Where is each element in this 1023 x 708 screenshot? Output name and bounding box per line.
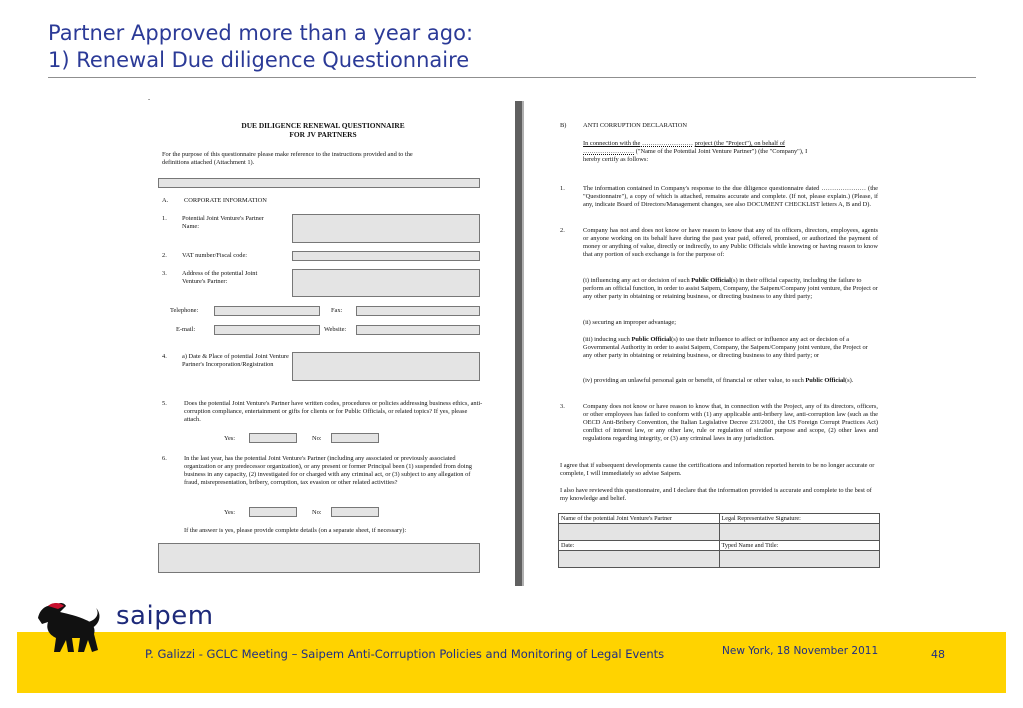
item-iv-c: (s).: [844, 377, 854, 384]
website-label: Website:: [324, 326, 347, 333]
q3-label: Address of the potential Joint Venture's Partner:: [182, 270, 258, 285]
decl-line1-c: project (the "Project"), on behalf of: [694, 140, 786, 147]
signature-table: [558, 513, 880, 568]
agree-statement: I agree that if subsequent developments cause the certifications and information reported herein to be no longer accurate or complete, I will immediately so advise Saipem.: [560, 462, 875, 477]
incorporation-field[interactable]: [292, 352, 480, 381]
p2-number: 2.: [560, 227, 565, 234]
fax-label: Fax:: [331, 307, 343, 314]
decl-line1-a: In connection with the: [583, 140, 641, 147]
q2-number: 2.: [162, 252, 167, 259]
typed-name-cell[interactable]: [719, 551, 880, 568]
decl-line2-b: ("Name of the Potential Joint Venture Partner") (the "Company"), I: [635, 148, 808, 155]
date-header: Date:: [559, 541, 720, 551]
title-rule: [48, 77, 976, 78]
page-divider: [515, 101, 522, 586]
q6-text: In the last year, has the potential Joint Venture's Partner (including any associated or previously associated organization or any predecessor organization), or any present or former Principal been (1) suspended from doing business in any capacity, (2) investigated for or charged with any criminal act, or (3) subject to any allegation of fraud, misrepresentation, bribery, corruption, tax evasion or other related activities?: [184, 455, 472, 486]
q5-yes-field[interactable]: [249, 433, 297, 443]
q5-no-field[interactable]: [331, 433, 379, 443]
title-line-2: 1) Renewal Due diligence Questionnaire: [48, 48, 470, 72]
questionnaire-page: [148, 96, 498, 580]
item-iii-c: (s) to use their influence to affect or influence any act or decision of a Governmental Authority in order to assist Saipem, Company, the Saipem/Company joint venture, the Project or any other party in obtaining or retaining business, or directing business to any third party; or: [583, 336, 868, 359]
item-iii-b: Public Official: [631, 336, 672, 343]
footer-caption: P. Galizzi - GCLC Meeting – Saipem Anti-Corruption Policies and Monitoring of Legal Events: [145, 647, 665, 661]
q6-number: 6.: [162, 455, 167, 462]
p2-item-iv: [583, 377, 878, 385]
telephone-field[interactable]: [214, 306, 320, 316]
title-line-1: Partner Approved more than a year ago:: [48, 21, 474, 45]
signature-cell[interactable]: [719, 524, 880, 541]
p1-number: 1.: [560, 185, 565, 192]
page-divider-shadow: [522, 101, 524, 586]
p1-text: The information contained in Company's response to the due diligence questionnaire dated ………………… (the "Questionnaire"), a copy of which is attached, remains accurate and complete. (If not, please explain.) (Please, if any, indicate Board of Directors/Management changes, see also DOCUMENT CHECKLIST letters A, B and D).: [583, 185, 878, 208]
p3-text: Company does not know or have reason to know that, in connection with the Project, any of its directors, officers, or other employees has failed to conform with (1) any applicable anti-bribery law, anti-corruption law (such as the OECD Anti-Bribery Convention, the Italian Legislative Decree 231/2001, the US Foreign Corrupt Practices Act) conflict of interest law, or any other law, rule or regulation of similar purpose and scope, (2) other laws and regulations regarding integrity, or (3) any criminal laws in any jurisdiction.: [583, 403, 878, 442]
website-field[interactable]: [356, 325, 480, 335]
address-field[interactable]: [292, 269, 480, 297]
p2-text: Company has not and does not know or have reason to know that any of its officers, directors, employees, agents or anyone working on its behalf have during the past year paid, offered, promised, or authorized the payment of money or anything of value, directly or indirectly, to any Public Officials while knowing or having reason to know that any portion of such exchange is for the purpose of:: [583, 227, 878, 258]
q3-number: 3.: [162, 270, 167, 277]
decl-line2-a: ……………………: [583, 148, 635, 155]
q6-no-field[interactable]: [331, 507, 379, 517]
doc-title-1: DUE DILIGENCE RENEWAL QUESTIONNAIRE: [241, 121, 405, 130]
p2-item-ii: (ii) securing an improper advantage;: [583, 319, 676, 326]
brand-wordmark: saipem: [116, 601, 214, 631]
section-a-bar: [158, 178, 480, 188]
p3-number: 3.: [560, 403, 565, 410]
footer-bar: [17, 632, 1006, 693]
q5-yes-label: Yes:: [224, 435, 236, 442]
decl-line1-b: ……………………: [641, 140, 694, 147]
declaration-intro: [583, 140, 883, 164]
q6-details-field[interactable]: [158, 543, 480, 573]
page-number: 48: [931, 648, 945, 661]
footer-date: New York, 18 November 2011: [722, 645, 879, 657]
item-iv-a: (iv) providing an unlawful personal gain or benefit, of financial or other value, to such: [583, 377, 804, 384]
item-iv-b: Public Official: [805, 377, 845, 384]
declaration-page: [550, 100, 890, 580]
intro-line-2: definitions attached (Attachment 1).: [162, 159, 255, 166]
slide-title: [48, 20, 473, 74]
partner-name-cell[interactable]: [559, 524, 720, 541]
section-b-letter: B): [560, 122, 567, 129]
partner-name-field[interactable]: [292, 214, 480, 243]
item-iii-a: (iii) inducing such: [583, 336, 630, 343]
q2-label: VAT number/Fiscal code:: [182, 252, 248, 259]
q1-label: Potential Joint Venture's Partner Name:: [182, 215, 264, 230]
bullet-mark: -: [148, 96, 151, 103]
telephone-label: Telephone:: [170, 307, 199, 314]
q5-no-label: No:: [312, 435, 322, 442]
q6-yes-field[interactable]: [249, 507, 297, 517]
q6-no-label: No:: [312, 509, 322, 516]
doc-title-2: FOR JV PARTNERS: [289, 130, 357, 139]
email-label: E-mail:: [176, 326, 196, 333]
date-cell[interactable]: [559, 551, 720, 568]
item-i-c: (s) in their official capacity, including the failure to perform an official function, in order to assist Saipem, Company, the Saipem/Company joint venture, the Project or any other party in obtaining or retaining business, or directing business to any third party;: [583, 277, 878, 300]
p2-item-iii: [583, 336, 878, 360]
q5-text: Does the potential Joint Venture's Partner have written codes, procedures or policies addressing business ethics, anti-corruption compliance, entertainment or gifts for clients or for Public Officials, or related topics? If yes, please attach.: [184, 400, 483, 423]
vat-field[interactable]: [292, 251, 480, 261]
intro-line-1: For the purpose of this questionnaire please make reference to the instructions provided and to the: [162, 151, 413, 158]
typed-name-header: Typed Name and Title:: [719, 541, 880, 551]
q6-details-label: If the answer is yes, please provide complete details (on a separate sheet, if necessary):: [184, 527, 407, 534]
reviewed-statement: I also have reviewed this questionnaire, and I declare that the information provided is accurate and complete to the best of my knowledge and belief.: [560, 487, 872, 502]
q5-number: 5.: [162, 400, 167, 407]
signature-header: Legal Representative Signature:: [719, 514, 880, 524]
partner-name-header: Name of the potential Joint Venture's Partner: [559, 514, 720, 524]
q1-number: 1.: [162, 215, 167, 222]
section-a-letter: A.: [162, 197, 169, 204]
q4-number: 4.: [162, 353, 167, 360]
section-b-title: ANTI CORRUPTION DECLARATION: [583, 122, 688, 129]
email-field[interactable]: [214, 325, 320, 335]
item-i-a: (i) influencing any act or decision of such: [583, 277, 690, 284]
q6-yes-label: Yes:: [224, 509, 236, 516]
six-legged-dog-icon: [34, 600, 106, 658]
p2-item-i: [583, 277, 878, 301]
q4-label: a) Date & Place of potential Joint Venture Partner's Incorporation/Registration: [182, 353, 289, 368]
fax-field[interactable]: [356, 306, 480, 316]
section-a-title: CORPORATE INFORMATION: [184, 197, 267, 204]
decl-line3: hereby certify as follows:: [583, 156, 649, 163]
item-i-b: Public Official: [691, 277, 731, 284]
